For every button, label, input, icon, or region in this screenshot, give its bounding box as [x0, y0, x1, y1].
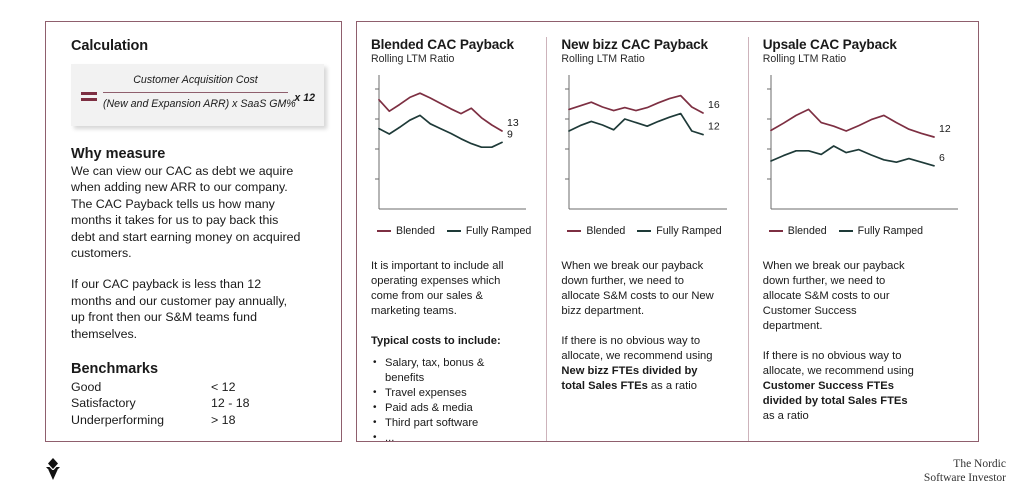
list-item: • Paid ads & media — [371, 401, 525, 416]
recommendation-post: as a ratio — [762, 410, 809, 422]
typical-costs-list — [371, 356, 532, 446]
benchmark-value: > 18 — [211, 412, 236, 427]
svg-text:13: 13 — [507, 117, 519, 129]
legend-item-fully-ramped — [637, 225, 721, 237]
legend-item-blended — [769, 225, 827, 237]
benchmark-label: Satisfactory — [71, 396, 136, 411]
column-body-text: When we break our payback down further, we need to allocate S&M costs to our New bizz department. — [561, 260, 714, 317]
formula-divider-line — [103, 92, 288, 93]
recommendation-post: as a ratio — [647, 380, 697, 392]
equals-icon — [81, 92, 97, 104]
recommendation-pre: If there is no obvious way to allocate, we recommend using — [561, 335, 713, 362]
column-recommendation-text — [561, 334, 716, 394]
column-blended — [357, 37, 546, 444]
why-measure-paragraph-2: If our CAC payback is less than 12 months and our customer pay annually, up front then our S&M teams fund themselves. — [71, 277, 288, 341]
formula-numerator: Customer Acquisition Cost — [133, 74, 258, 86]
chart-legend — [561, 225, 733, 237]
chart-new-bizz — [561, 71, 733, 223]
column-upsale — [748, 37, 978, 441]
calculation-panel — [45, 21, 342, 442]
list-item: • ... — [371, 431, 525, 446]
chart-blended — [371, 71, 532, 223]
formula-fraction — [103, 72, 296, 112]
benchmark-row — [71, 379, 321, 395]
legend-label: Fully Ramped — [857, 225, 923, 237]
svg-text:9: 9 — [507, 128, 513, 141]
chart-upsale — [763, 71, 964, 223]
column-title: Blended CAC Payback — [371, 37, 514, 52]
legend-label: Blended — [396, 225, 435, 237]
benchmark-label: Underperforming — [71, 412, 164, 427]
legend-swatch-icon — [637, 230, 651, 232]
legend-swatch-icon — [377, 230, 391, 232]
diamond-logo-icon — [42, 458, 64, 482]
calculation-title: Calculation — [71, 38, 149, 54]
recommendation-pre: If there is no obvious way to allocate, we recommend using — [762, 350, 914, 377]
chart-legend — [763, 225, 964, 237]
benchmarks-title: Benchmarks — [71, 361, 159, 378]
list-item: • Third part software — [371, 416, 525, 431]
column-body-text: It is important to include all operating expenses which come from our sales & marketing teams. — [371, 260, 504, 317]
footer-brand — [924, 457, 1006, 485]
recommendation-bold: Customer Success FTEs divided by total Sales FTEs — [762, 380, 908, 407]
legend-swatch-icon — [769, 230, 783, 232]
legend-label: Fully Ramped — [465, 225, 532, 237]
formula-box — [71, 64, 324, 126]
charts-panel — [356, 21, 979, 442]
list-item: • Salary, tax, bonus & benefits — [371, 356, 525, 386]
why-measure-title: Why measure — [71, 146, 166, 162]
benchmark-row — [71, 412, 321, 428]
svg-text:12: 12 — [708, 120, 721, 133]
column-subtitle: Rolling LTM Ratio — [371, 53, 455, 65]
legend-swatch-icon — [567, 230, 581, 232]
benchmark-value: < 12 — [211, 380, 236, 395]
footer-line-1: The Nordic — [953, 458, 1006, 470]
list-item: • Travel expenses — [371, 386, 525, 401]
column-title: Upsale CAC Payback — [762, 37, 897, 52]
legend-swatch-icon — [447, 230, 461, 232]
typical-costs-heading: Typical costs to include: — [371, 335, 501, 347]
chart-legend — [371, 225, 532, 237]
legend-label: Blended — [586, 225, 626, 237]
svg-text:12: 12 — [938, 123, 951, 135]
legend-item-blended — [567, 225, 625, 237]
svg-text:16: 16 — [708, 99, 721, 111]
column-title: New bizz CAC Payback — [561, 37, 708, 52]
legend-label: Fully Ramped — [656, 225, 722, 237]
recommendation-bold: New bizz FTEs divided by total Sales FTEs — [561, 365, 698, 392]
why-measure-paragraph-1: We can view our CAC as debt we aquire when adding new ARR to our company. The CAC Payback tells us how many months it takes for us to pay back this debt and start earning money on acquired customers. — [71, 164, 301, 261]
formula-multiplier: x 12 — [294, 92, 315, 104]
benchmark-row — [71, 395, 321, 411]
column-recommendation-text — [763, 349, 918, 424]
legend-item-blended — [377, 225, 435, 237]
legend-swatch-icon — [839, 230, 853, 232]
legend-item-fully-ramped — [447, 225, 531, 237]
column-body-text: When we break our payback down further, we need to allocate S&M costs to our Customer Success department. — [762, 260, 905, 332]
benchmark-value: 12 - 18 — [211, 396, 250, 411]
formula-denominator: (New and Expansion ARR) x SaaS GM% — [103, 98, 296, 111]
column-subtitle: Rolling LTM Ratio — [561, 53, 645, 65]
benchmark-label: Good — [71, 380, 102, 395]
column-new-bizz — [546, 37, 747, 441]
legend-item-fully-ramped — [839, 225, 923, 237]
legend-label: Blended — [787, 225, 827, 237]
column-subtitle: Rolling LTM Ratio — [762, 53, 847, 65]
footer-line-2: Software Investor — [923, 472, 1006, 484]
svg-text:6: 6 — [938, 151, 945, 164]
